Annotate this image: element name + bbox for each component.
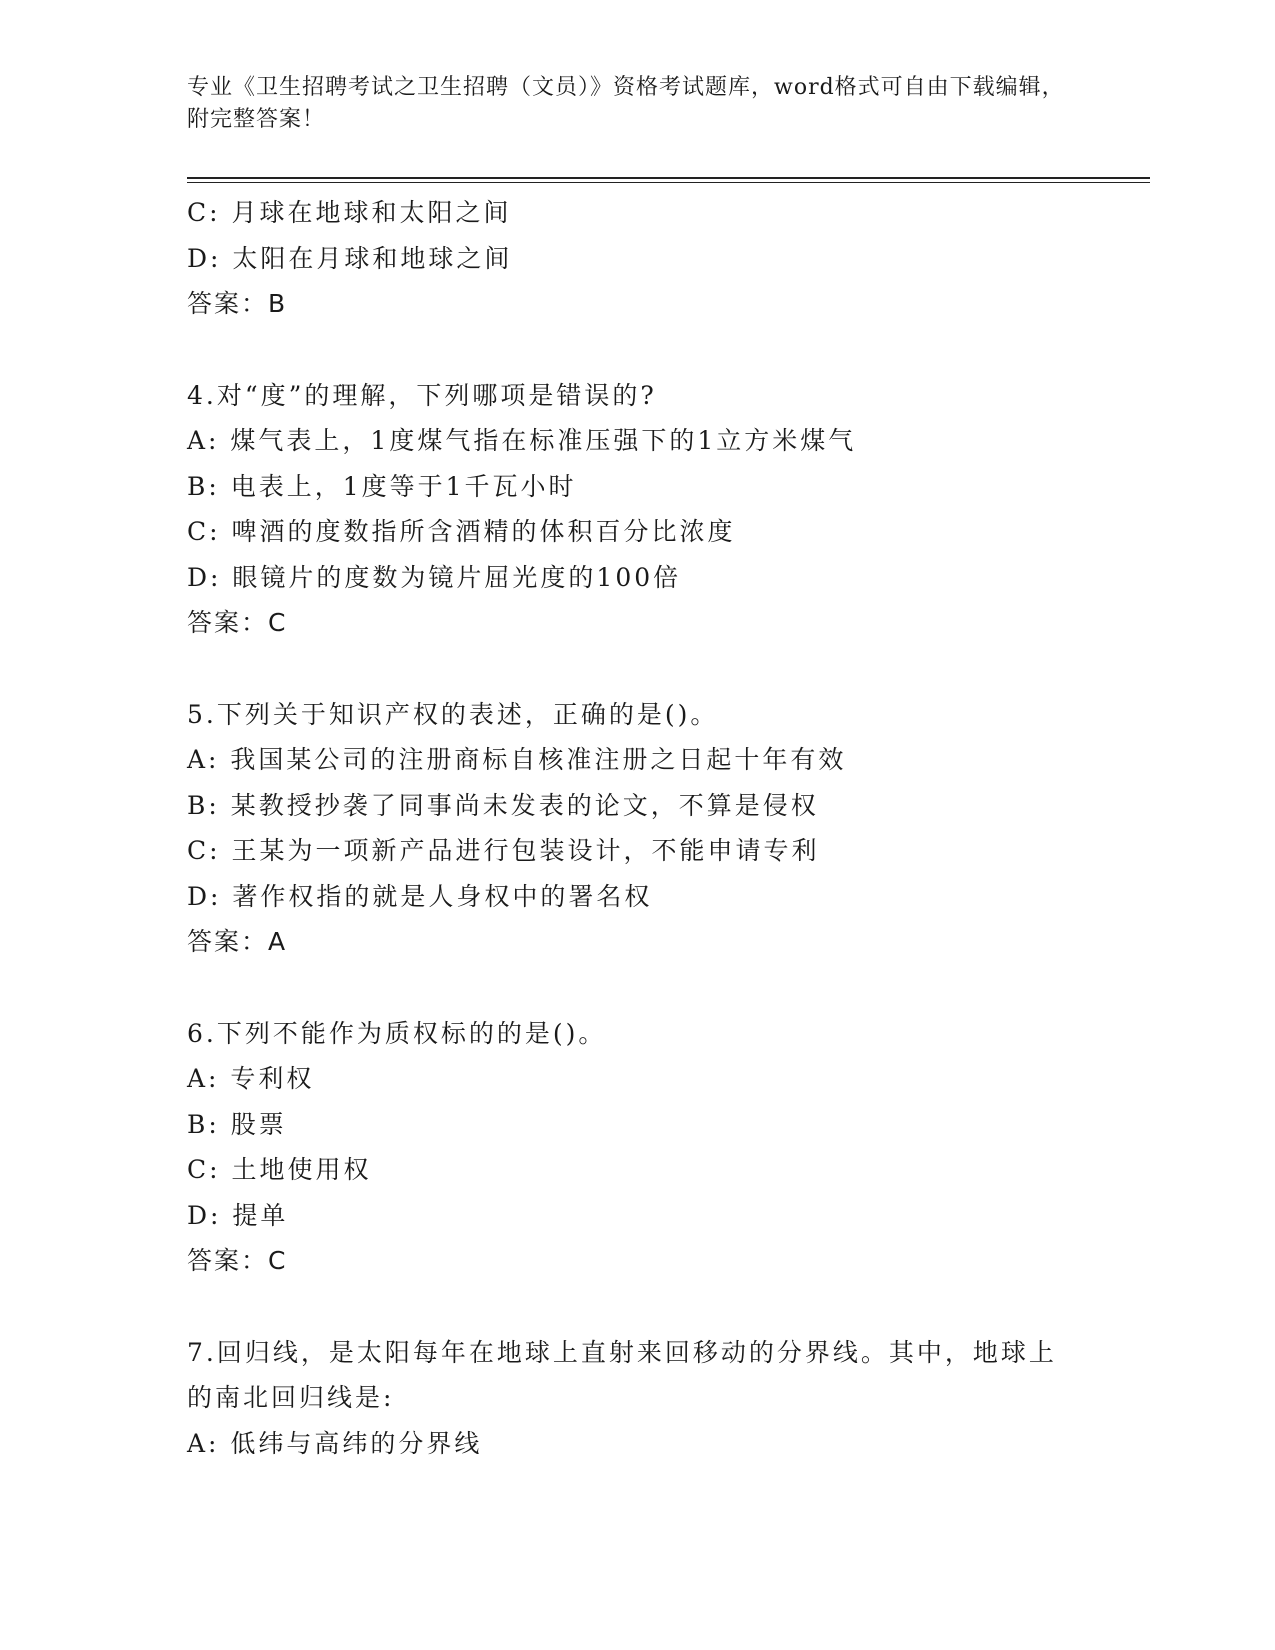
question-stem: 6.下列不能作为质权标的的是()。 (187, 1018, 607, 1048)
spacer (187, 327, 1087, 373)
answer-line: 答案：C (187, 608, 288, 637)
option-b: B: 某教授抄袭了同事尚未发表的论文，不算是侵权 (187, 790, 819, 820)
option-c: C: 啤酒的度数指所含酒精的体积百分比浓度 (187, 517, 736, 546)
question-5 (187, 692, 1087, 965)
option-d: D: 提单 (187, 1200, 289, 1230)
page-header-text: 专业《卫生招聘考试之卫生招聘（文员）》资格考试题库，word格式可自由下载编辑，附完整答案！ (187, 75, 1065, 132)
question-3-continued (187, 190, 1087, 327)
option-d: D: 太阳在月球和地球之间 (187, 243, 513, 273)
option-b: B: 股票 (187, 1109, 287, 1139)
spacer (187, 1284, 1087, 1330)
option-d: D: 眼镜片的度数为镜片屈光度的100倍 (187, 562, 682, 592)
option-d: D: 著作权指的就是人身权中的署名权 (187, 881, 653, 911)
answer-line: 答案：B (187, 289, 288, 318)
spacer (187, 646, 1087, 692)
option-a: A: 我国某公司的注册商标自核准注册之日起十年有效 (187, 745, 847, 774)
question-6 (187, 1011, 1087, 1284)
option-b: B: 电表上，1度等于1千瓦小时 (187, 471, 577, 501)
option-a: A: 煤气表上，1度煤气指在标准压强下的1立方米煤气 (187, 426, 857, 455)
option-a: A: 低纬与高纬的分界线 (187, 1428, 483, 1458)
question-stem: 5.下列关于知识产权的表述，正确的是()。 (187, 699, 719, 729)
question-stem: 4.对“度”的理解，下列哪项是错误的? (187, 380, 657, 410)
question-7 (187, 1330, 1087, 1467)
answer-line: 答案：C (187, 1246, 288, 1275)
question-stem: 7.回归线，是太阳每年在地球上直射来回移动的分界线。其中，地球上的南北回归线是: (187, 1337, 1057, 1412)
option-c: C: 王某为一项新产品进行包装设计，不能申请专利 (187, 836, 820, 865)
question-list (187, 190, 1087, 1466)
question-4 (187, 373, 1087, 646)
option-a: A: 专利权 (187, 1064, 315, 1093)
spacer (187, 965, 1087, 1011)
option-c: C: 土地使用权 (187, 1155, 372, 1184)
answer-line: 答案：A (187, 927, 288, 956)
header-divider (187, 177, 1150, 183)
option-c: C: 月球在地球和太阳之间 (187, 198, 512, 227)
